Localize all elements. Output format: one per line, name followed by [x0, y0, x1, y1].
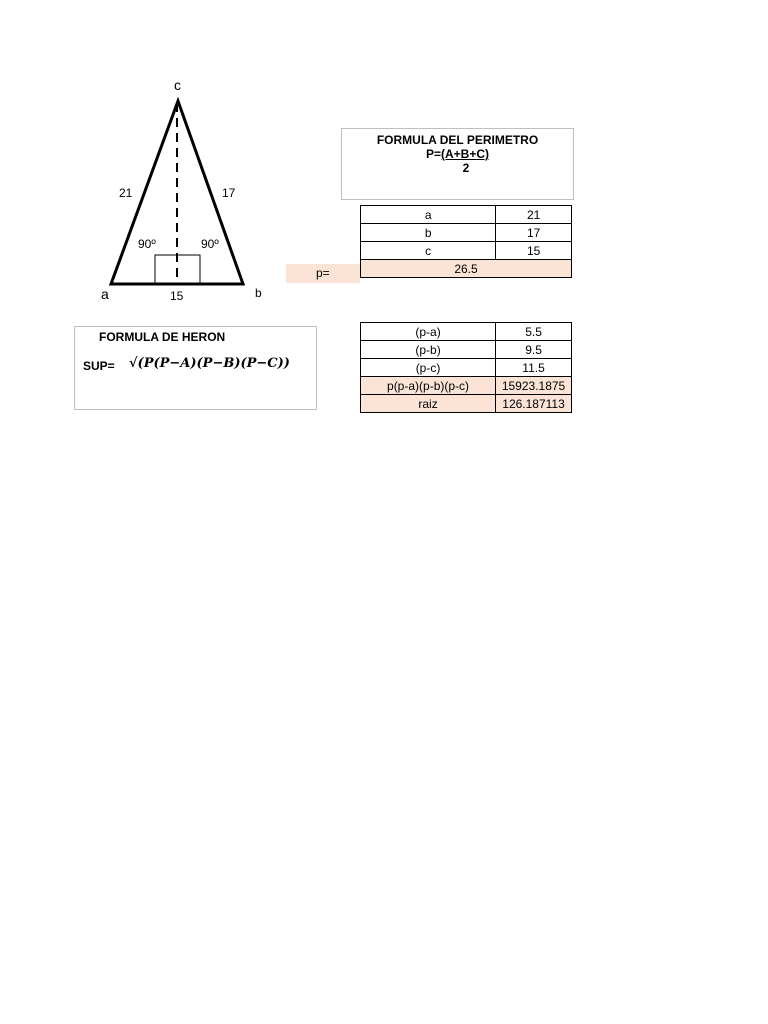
- perimeter-row-label: [286, 264, 360, 283]
- sides-label-cell: c: [361, 242, 496, 260]
- heron-product-label-cell: p(p-a)(p-b)(p-c): [361, 377, 496, 395]
- table-row: [361, 341, 572, 359]
- heron-label-cell: (p-b): [361, 341, 496, 359]
- heron-formula-title: FORMULA DE HERON: [99, 330, 226, 344]
- perimeter-value-cell: 26.5: [361, 260, 572, 278]
- heron-root-label-cell: raiz: [361, 395, 496, 413]
- sides-table: [360, 205, 572, 278]
- perimeter-formula-numerator: (A+B+C): [441, 147, 490, 161]
- heron-root-value-cell: 126.187113: [496, 395, 572, 413]
- heron-formula-box: [74, 326, 317, 410]
- sides-label-cell: a: [361, 206, 496, 224]
- table-row: [361, 260, 572, 278]
- heron-value-cell: 5.5: [496, 323, 572, 341]
- angle-label-right: 90º: [201, 237, 219, 251]
- perimeter-formula-denominator: 2: [462, 161, 470, 175]
- table-row: [361, 377, 572, 395]
- table-row: [361, 224, 572, 242]
- perimeter-formula-box: [341, 128, 574, 200]
- triangle-diagram: [0, 0, 300, 320]
- side-label-base: 15: [170, 289, 184, 303]
- heron-table: [360, 322, 572, 413]
- perimeter-formula-expression: [342, 147, 573, 161]
- heron-label-cell: (p-a): [361, 323, 496, 341]
- table-row: [361, 206, 572, 224]
- table-row: [361, 395, 572, 413]
- heron-formula-expression: √(P(P−A)(P−B)(P−C)): [129, 356, 290, 371]
- heron-value-cell: 9.5: [496, 341, 572, 359]
- angle-label-left: 90º: [138, 237, 156, 251]
- table-row: [361, 359, 572, 377]
- perimeter-formula-prefix: P=: [425, 147, 441, 161]
- sides-value-cell: 17: [496, 224, 572, 242]
- side-label-left: 21: [119, 186, 133, 200]
- table-row: [361, 323, 572, 341]
- perimeter-formula-title: FORMULA DEL PERIMETRO: [376, 133, 539, 147]
- sides-label-cell: b: [361, 224, 496, 242]
- heron-product-value-cell: 15923.1875: [496, 377, 572, 395]
- sides-value-cell: 15: [496, 242, 572, 260]
- side-label-right: 17: [222, 186, 236, 200]
- sides-value-cell: 21: [496, 206, 572, 224]
- vertex-label-b: b: [255, 286, 262, 300]
- table-row: [361, 242, 572, 260]
- heron-label-cell: (p-c): [361, 359, 496, 377]
- vertex-label-c: c: [174, 77, 181, 93]
- perimeter-row-label-text: p=: [316, 266, 330, 280]
- heron-value-cell: 11.5: [496, 359, 572, 377]
- heron-sup-label: SUP=: [83, 359, 115, 373]
- vertex-label-a: a: [101, 286, 109, 302]
